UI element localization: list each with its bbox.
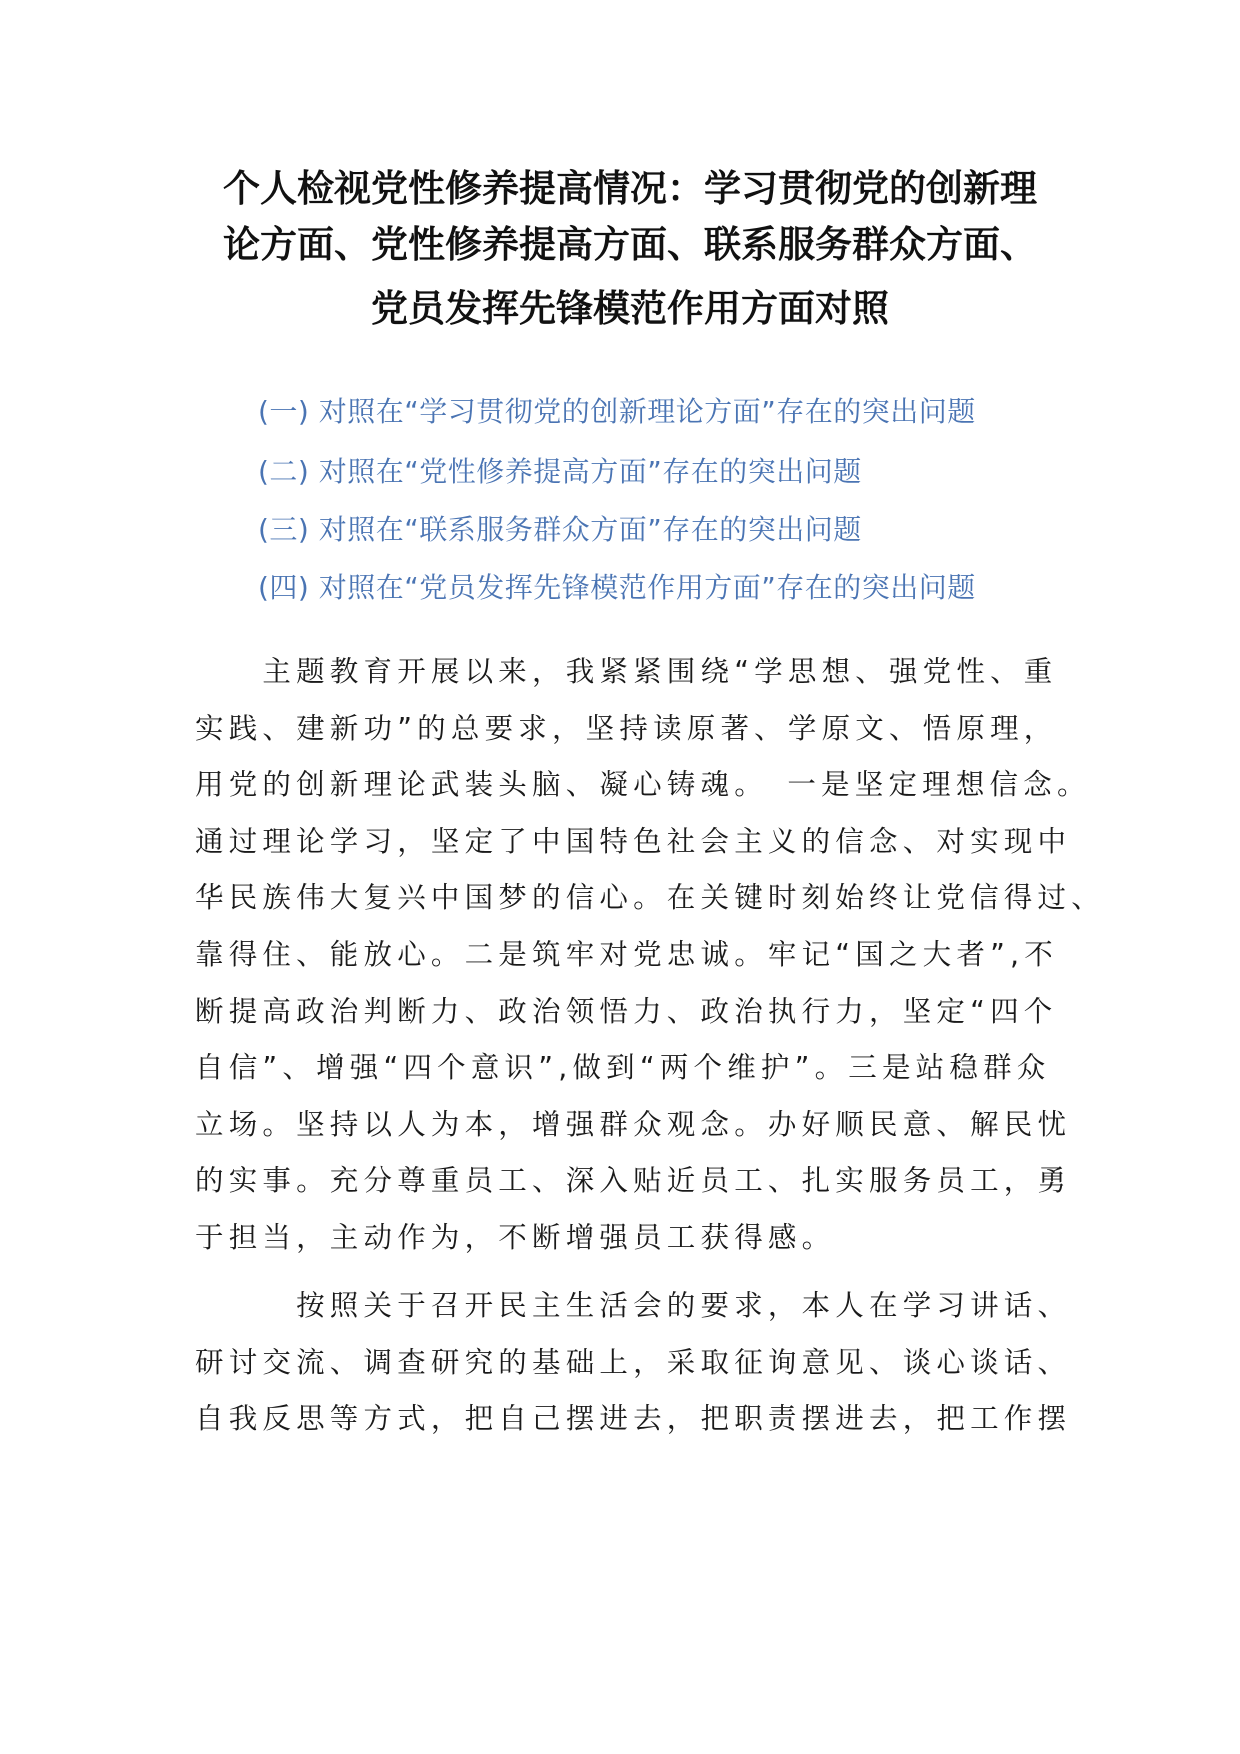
paragraph-line: 自我反思等方式，把自己摆进去，把职责摆进去，把工作摆 (195, 1402, 1072, 1436)
title-line-2: 论方面、党性修养提高方面、联系服务群众方面、 (223, 222, 1037, 266)
title-line-1: 个人检视党性修养提高情况：学习贯彻党的创新理 (223, 166, 1037, 210)
paragraph-line: 按照关于召开民主生活会的要求，本人在学习讲话、 (195, 1289, 1072, 1322)
toc-item-4[interactable]: (四) 对照在“党员发挥先锋模范作用方面”存在的突出问题 (258, 571, 976, 604)
paragraph-line: 用党的创新理论武装头脑、凝心铸魂。 一是坚定理想信念。 (195, 768, 1091, 802)
paragraph-line: 的实事。充分尊重员工、深入贴近员工、扎实服务员工，勇 (195, 1164, 1072, 1198)
paragraph-line: 通过理论学习，坚定了中国特色社会主义的信念、对实现中 (195, 824, 1072, 858)
paragraph-2 (195, 1278, 1072, 1448)
toc-item-2[interactable]: (二) 对照在“党性修养提高方面”存在的突出问题 (258, 455, 862, 488)
document-title (190, 160, 1070, 336)
paragraph-1 (195, 644, 1105, 1267)
paragraph-line: 研讨交流、调查研究的基础上，采取征询意见、谈心谈话、 (195, 1345, 1072, 1379)
paragraph-line: 靠得住、能放心。二是筑牢对党忠诚。牢记“国之大者”,不 (195, 937, 1058, 971)
toc-item-1[interactable]: (一) 对照在“学习贯彻党的创新理论方面”存在的突出问题 (258, 395, 976, 428)
paragraph-line: 断提高政治判断力、政治领悟力、政治执行力，坚定“四个 (195, 994, 1058, 1028)
paragraph-line: 主题教育开展以来，我紧紧围绕“学思想、强党性、重 (195, 655, 1058, 688)
toc-item-3[interactable]: (三) 对照在“联系服务群众方面”存在的突出问题 (258, 513, 862, 546)
paragraph-line: 华民族伟大复兴中国梦的信心。在关键时刻始终让党信得过、 (195, 881, 1105, 915)
title-line-3: 党员发挥先锋模范作用方面对照 (371, 286, 889, 330)
paragraph-line: 立场。坚持以人为本，增强群众观念。办好顺民意、解民忧 (195, 1107, 1072, 1141)
paragraph-line: 自信”、增强“四个意识”,做到“两个维护”。三是站稳群众 (195, 1051, 1051, 1085)
table-of-contents (258, 392, 1138, 628)
paragraph-line: 实践、建新功”的总要求，坚持读原著、学原文、悟原理， (195, 711, 1058, 745)
paragraph-line: 于担当，主动作为，不断增强员工获得感。 (195, 1220, 836, 1254)
